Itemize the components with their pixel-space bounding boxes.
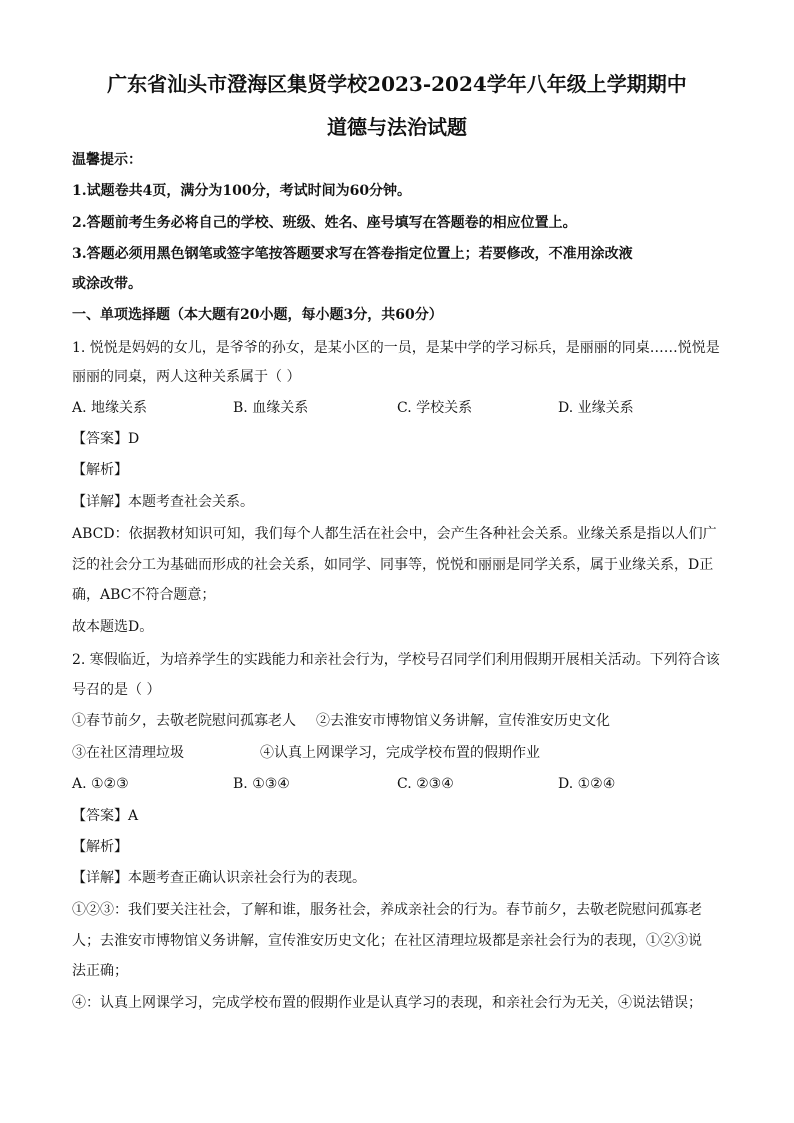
q1-detail: 【详解】本题考查社会关系。 — [72, 494, 254, 510]
q2-item-2: ②去淮安市博物馆义务讲解，宣传淮安历史文化 — [316, 713, 610, 729]
title-line-1: 广东省汕头市澄海区集贤学校2023-2024学年八年级上学期期中 — [107, 72, 687, 96]
q2-explain-line-1: ①②③：我们要关注社会，了解和谁，服务社会，养成亲社会的行为。春节前夕，去敬老院慰问孤寡老 — [72, 902, 702, 918]
q1-analysis-label: 【解析】 — [72, 462, 128, 478]
q1-explain-line-2: 泛的社会分工为基础而形成的社会关系，如同学、同事等，悦悦和丽丽是同学关系，属于业缘关系，D正 — [72, 557, 714, 573]
q1-option-d: D. 业缘关系 — [558, 400, 634, 416]
q1-option-b: B. 血缘关系 — [233, 400, 309, 416]
q2-explain-line-4: ④：认真上网课学习，完成学校布置的假期作业是认真学习的表现，和亲社会行为无关，④说法错误； — [72, 995, 702, 1011]
q2-item-1: ①春节前夕，去敬老院慰问孤寡老人 — [72, 713, 296, 729]
q1-answer: 【答案】D — [72, 431, 140, 447]
tips-heading: 温馨提示： — [72, 152, 142, 168]
q1-explain-line-1: ABCD：依据教材知识可知，我们每个人都生活在社会中，会产生各种社会关系。业缘关系是指以人们广 — [72, 526, 717, 542]
q2-analysis-label: 【解析】 — [72, 839, 128, 855]
q1-option-c: C. 学校关系 — [397, 400, 473, 416]
q2-option-a: A. ①②③ — [72, 776, 129, 792]
q1-option-a: A. 地缘关系 — [72, 400, 148, 416]
q1-conclusion: 故本题选D。 — [72, 619, 154, 635]
q1-stem-line-1: 1. 悦悦是妈妈的女儿，是爷爷的孙女，是某小区的一员，是某中学的学习标兵，是丽丽的同桌……悦悦是 — [72, 340, 720, 356]
tip-3-continued: 或涂改带。 — [72, 276, 142, 292]
section-heading: 一、单项选择题（本大题有20小题，每小题3分，共60分） — [72, 307, 443, 323]
title-line-2: 道德与法治试题 — [327, 115, 467, 139]
q2-detail: 【详解】本题考查正确认识亲社会行为的表现。 — [72, 870, 366, 886]
q2-option-b: B. ①③④ — [233, 776, 290, 792]
q2-stem-line-2: 号召的是（ ） — [72, 682, 161, 698]
q1-explain-line-3: 确，ABC不符合题意； — [72, 587, 216, 603]
q2-explain-line-2: 人；去淮安市博物馆义务讲解，宣传淮安历史文化；在社区清理垃圾都是亲社会行为的表现，①②③说 — [72, 933, 702, 949]
q2-option-d: D. ①②④ — [558, 776, 616, 792]
q1-stem-line-2: 丽丽的同桌，两人这种关系属于（ ） — [72, 369, 301, 385]
q2-answer: 【答案】A — [72, 808, 139, 824]
tip-3: 3.答题必须用黑色钢笔或签字笔按答题要求写在答卷指定位置上；若要修改，不准用涂改液 — [72, 246, 633, 262]
q2-stem-line-1: 2. 寒假临近，为培养学生的实践能力和亲社会行为，学校号召同学们利用假期开展相关活动。下列符合该 — [72, 652, 720, 668]
q2-item-3: ③在社区清理垃圾 — [72, 745, 184, 761]
q2-option-c: C. ②③④ — [397, 776, 454, 792]
q2-item-4: ④认真上网课学习，完成学校布置的假期作业 — [260, 745, 540, 761]
q2-explain-line-3: 法正确； — [72, 963, 128, 979]
tip-2: 2.答题前考生务必将自己的学校、班级、姓名、座号填写在答题卷的相应位置上。 — [72, 215, 577, 231]
tip-1: 1.试题卷共4页，满分为100分，考试时间为60分钟。 — [72, 183, 412, 199]
